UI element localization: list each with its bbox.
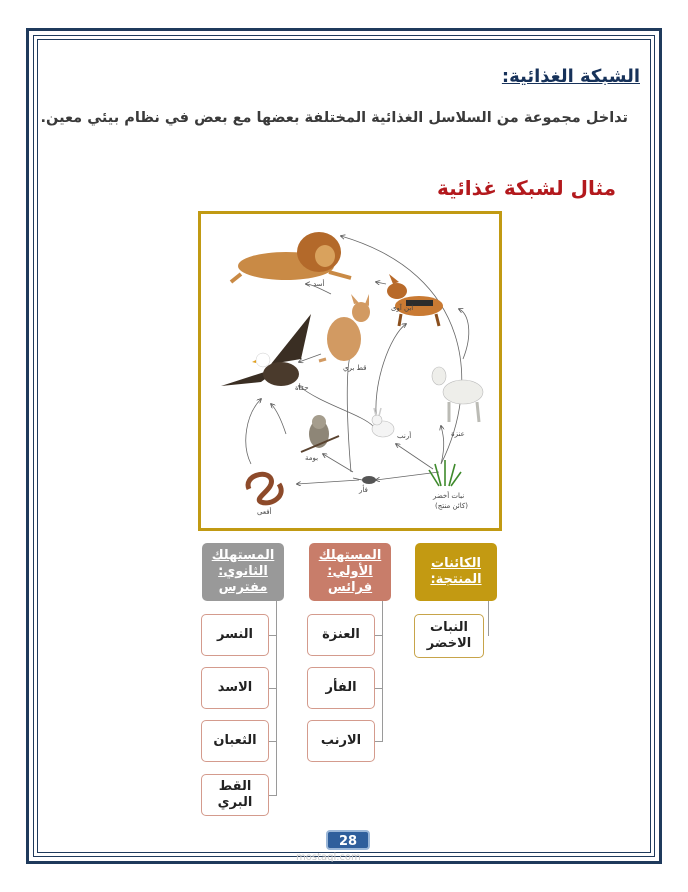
label-plant: نبات أخضر [433,492,465,500]
connector-secondary-3 [269,741,277,742]
label-rabbit: أرنب [397,432,412,440]
label-plant-note: (كائن منتج) [435,502,468,510]
connector-primary-1 [375,635,383,636]
lion-figure [231,232,351,282]
connector-secondary-vertical [276,600,277,796]
connector-secondary-1 [269,635,277,636]
secondary-item-lion: الاسد [201,667,269,709]
connector-primary-vertical [382,600,383,742]
connector-producer [488,600,489,636]
producer-item: النبات الاخضر [414,614,484,658]
goat-figure [432,367,483,422]
definition-text: تداخل مجموعة من السلاسل الغذائية المختلفة بعضها مع بعض في نظام بيئي معين. [40,110,628,126]
connector-secondary-4 [269,795,277,796]
owl-figure [301,415,339,452]
example-heading: مثال لشبكة غذائية [437,176,616,200]
secondary-item-wildcat: القط البري [201,774,269,816]
label-owl: بومة [305,454,319,462]
page-number: 28 [326,830,370,850]
connector-primary-2 [375,688,383,689]
watermark: mostaql.com [296,852,361,863]
food-web-illustration [198,211,502,531]
category-producers: الكائنات المنتجة: [415,543,497,601]
category-primary-consumer: المستهلك الأولي: فرائس [309,543,391,601]
rabbit-figure [372,408,394,437]
snake-figure [248,474,281,503]
secondary-item-eagle: النسر [201,614,269,656]
secondary-item-snake: الثعبان [201,720,269,762]
label-eagle: حدأة [295,384,309,392]
label-wildcat: قط بري [343,364,367,372]
label-snake: أفعى [257,508,272,516]
connector-secondary-2 [269,688,277,689]
category-secondary-consumer: المستهلك الثانوي: مفترس [202,543,284,601]
label-lion: أسد [313,280,325,288]
eagle-figure [221,314,311,386]
wildcat-figure [319,294,370,361]
label-jackal: ابن آوى [391,304,414,312]
jackal-figure [387,274,443,326]
label-goat: عنزة [451,430,465,438]
primary-item-mouse: الفأر [307,667,375,709]
primary-item-goat: العنزة [307,614,375,656]
connector-primary-3 [375,741,383,742]
label-mouse: فأر [359,486,368,494]
page-title: الشبكة الغذائية: [501,66,640,87]
primary-item-rabbit: الارنب [307,720,375,762]
